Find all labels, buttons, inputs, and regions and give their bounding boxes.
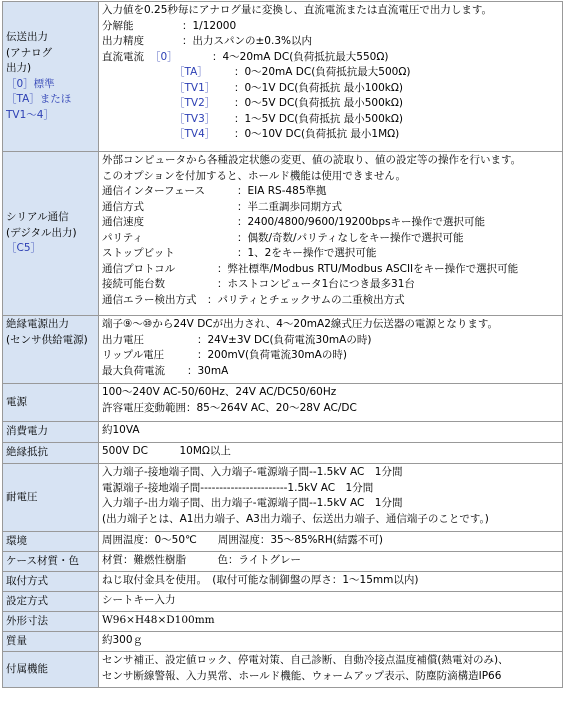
header-line: 出力) — [6, 62, 32, 74]
header-line-option-tv: TV1〜4］ — [6, 108, 54, 121]
withstand-note: (出力端子とは、A1出力端子、A3出力端子、伝送出力端子、通信端子のことです。) — [102, 512, 489, 525]
header-dimensions: 外形寸法 — [3, 612, 99, 632]
resolution-label: 分解能 — [102, 19, 134, 32]
setting-method-value: シートキー入力 — [99, 592, 563, 612]
serial-item — [102, 231, 559, 247]
serial-item-label: 通信速度 — [102, 216, 144, 228]
sensor-power-label: 最大負荷電流 — [102, 364, 165, 377]
header-mass: 質量 — [3, 632, 99, 652]
serial-intro: 外部コンピュータから各種設定状態の変更、値の読取り、値の設定等の操作を行います。 — [102, 154, 522, 166]
header-environment: 環境 — [3, 532, 99, 552]
cell-power-supply — [99, 384, 563, 422]
variant-code: ［0］ — [150, 50, 178, 63]
serial-item — [102, 184, 559, 200]
cell-withstand-voltage — [99, 464, 563, 532]
serial-item-value: ：1、2をキー操作で選択可能 — [237, 247, 377, 259]
features-line: センサ補正、設定値ロック、停電対策、自己診断、自動冷接点温度補償(熱電対のみ)、 — [102, 654, 509, 666]
sensor-power-label: リップル電圧 — [102, 349, 165, 361]
cell-sensor-power — [99, 316, 563, 384]
features-line: センサ断線警報、入力異常、ホールド機能、ウォームアップ表示、防塵防滴構造IP66 — [102, 669, 502, 682]
header-line: 絶縁電源出力 — [6, 318, 69, 330]
power-voltage: 100〜240V AC-50/60Hz、24V AC/DC50/60Hz — [102, 386, 337, 398]
mounting-value: ねじ取付金具を使用。 (取付可能な制御盤の厚さ：1〜15mm以内) — [99, 572, 563, 592]
variant-line — [102, 112, 559, 128]
sensor-power-value: ：24V±3V DC(負荷電流30mAの時) — [197, 333, 372, 346]
serial-item — [102, 246, 559, 262]
variant-code: ［TV2］ — [174, 97, 216, 109]
serial-hold-note: このオプションを付加すると、ホールド機能は使用できません。 — [102, 169, 406, 182]
sensor-power-item — [102, 364, 559, 380]
row-insulation-resistance — [3, 443, 563, 464]
serial-item-label: パリティ — [102, 231, 143, 244]
row-serial-communication — [3, 152, 563, 316]
row-setting-method — [3, 592, 563, 612]
insulation-resistance-value: 500V DC 10MΩ以上 — [99, 443, 563, 464]
header-features: 付属機能 — [3, 652, 99, 688]
serial-item — [102, 200, 559, 216]
header-withstand-voltage: 耐電圧 — [3, 464, 99, 532]
header-insulation-resistance: 絶縁抵抗 — [3, 443, 99, 464]
withstand-line: 入力端子-接地端子間、入力端子-電源端子間--1.5kV AC 1分間 — [102, 466, 403, 478]
variant-spec: ：1〜5V DC(負荷抵抗 最小500kΩ) — [234, 112, 403, 125]
serial-item-label: 通信エラー検出方式 — [102, 293, 197, 306]
header-case-material: ケース材質・色 — [3, 552, 99, 572]
serial-item — [102, 262, 559, 278]
resolution-line — [102, 19, 559, 35]
variant-spec: ：4〜20mA DC(負荷抵抗最大550Ω) — [212, 50, 389, 63]
variant-spec: ：0〜10V DC(負荷抵抗 最小1MΩ) — [234, 128, 400, 140]
serial-item — [102, 215, 559, 231]
header-power-consumption: 消費電力 — [3, 422, 99, 443]
cell-serial-communication — [99, 152, 563, 316]
sensor-power-item — [102, 333, 559, 349]
sensor-power-intro: 端子⑨〜⑩から24V DCが出力され、4〜20mA2線式圧力伝送器の電源となります。 — [102, 318, 499, 330]
serial-item-value: ：2400/4800/9600/19200bpsキー操作で選択可能 — [237, 216, 485, 228]
header-line: シリアル通信 — [6, 211, 69, 224]
power-consumption-value: 約10VA — [99, 422, 563, 443]
variant-code: ［TV3］ — [174, 112, 216, 125]
variant-line — [102, 96, 559, 112]
serial-item-value: ：パリティとチェックサムの二重検出方式 — [207, 293, 405, 306]
accuracy-label: 出力精度 — [102, 35, 144, 47]
accuracy-value: ：出力スパンの±0.3%以内 — [182, 35, 312, 47]
header-line-option-standard: ［0］標準 — [6, 77, 55, 90]
resolution-value: ：1/12000 — [182, 19, 237, 32]
header-line-option-c5: ［C5］ — [6, 242, 42, 255]
sensor-power-value: ：30mA — [187, 364, 229, 377]
variant-line — [102, 65, 559, 81]
variant-spec: ：0〜5V DC(負荷抵抗 最小500kΩ) — [234, 97, 403, 109]
row-power-consumption — [3, 422, 563, 443]
variant-code: ［TV1］ — [174, 81, 216, 94]
serial-item-label: 通信プロトコル — [102, 262, 176, 275]
withstand-line: 電源端子-接地端子間-----------------------1.5kV AC 1分間 — [102, 481, 374, 494]
row-withstand-voltage — [3, 464, 563, 532]
variant-line — [102, 50, 559, 66]
cell-features — [99, 652, 563, 688]
variant-spec: ：0〜20mA DC(負荷抵抗最大500Ω) — [234, 66, 411, 78]
header-line: (アナログ — [6, 46, 53, 59]
row-mounting — [3, 572, 563, 592]
header-setting-method: 設定方式 — [3, 592, 99, 612]
row-power-supply — [3, 384, 563, 422]
row-features — [3, 652, 563, 688]
environment-value: 周囲温度：0〜50℃ 周囲湿度：35〜85%RH(結露不可) — [99, 532, 563, 552]
row-sensor-power — [3, 316, 563, 384]
accuracy-line — [102, 34, 559, 50]
sensor-power-label: 出力電圧 — [102, 333, 144, 346]
row-environment — [3, 532, 563, 552]
row-transmission-output — [3, 2, 563, 152]
header-serial-communication — [3, 152, 99, 316]
withstand-line: 入力端子-出力端子間、出力端子-電源端子間--1.5kV AC 1分間 — [102, 497, 403, 509]
mass-value: 約300ｇ — [99, 632, 563, 652]
header-power-supply: 電源 — [3, 384, 99, 422]
serial-item-value: ：EIA RS-485準拠 — [237, 185, 327, 197]
cell-transmission-output — [99, 2, 563, 152]
serial-item-label: 通信インターフェース — [102, 185, 206, 197]
output-intro: 入力値を0.25秒毎にアナログ量に変換し、直流電流または直流電圧で出力します。 — [102, 4, 493, 16]
variant-line — [102, 127, 559, 143]
dc-label: 直流電流 — [102, 50, 144, 63]
variant-code: ［TA］ — [174, 66, 208, 78]
row-case-material — [3, 552, 563, 572]
header-line: 伝送出力 — [6, 31, 48, 43]
serial-item-label: 通信方式 — [102, 200, 144, 213]
variant-spec: ：0〜1V DC(負荷抵抗 最小100kΩ) — [234, 81, 403, 94]
variant-line — [102, 81, 559, 97]
serial-item-value: ：弊社標準/Modbus RTU/Modbus ASCIIをキー操作で選択可能 — [217, 262, 519, 275]
serial-item — [102, 293, 559, 309]
row-dimensions — [3, 612, 563, 632]
serial-item-label: 接続可能台数 — [102, 278, 165, 290]
row-mass — [3, 632, 563, 652]
header-transmission-output — [3, 2, 99, 152]
header-sensor-power — [3, 316, 99, 384]
serial-item — [102, 277, 559, 293]
serial-item-value: ：ホストコンピュータ1台につき最多31台 — [217, 278, 415, 290]
serial-item-value: ：偶数/奇数/パリティなしをキー操作で選択可能 — [237, 231, 464, 244]
serial-item-label: ストップビット — [102, 247, 175, 259]
header-line-option-ta: ［TA］またほ — [6, 93, 72, 105]
spec-table — [2, 1, 563, 688]
case-material-value: 材質：難燃性樹脂 色：ライトグレー — [99, 552, 563, 572]
sensor-power-value: ：200mV(負荷電流30mAの時) — [197, 349, 347, 361]
header-line: (センサ供給電源) — [6, 333, 88, 346]
header-line: (デジタル出力) — [6, 226, 77, 239]
serial-item-value: ：半二重調歩同期方式 — [237, 200, 342, 213]
variant-code: ［TV4］ — [174, 128, 216, 140]
dimensions-value: W96×H48×D100mm — [99, 612, 563, 632]
power-tolerance: 許容電圧変動範囲：85〜264V AC、20〜28V AC/DC — [102, 401, 357, 414]
sensor-power-item — [102, 348, 559, 364]
header-mounting: 取付方式 — [3, 572, 99, 592]
